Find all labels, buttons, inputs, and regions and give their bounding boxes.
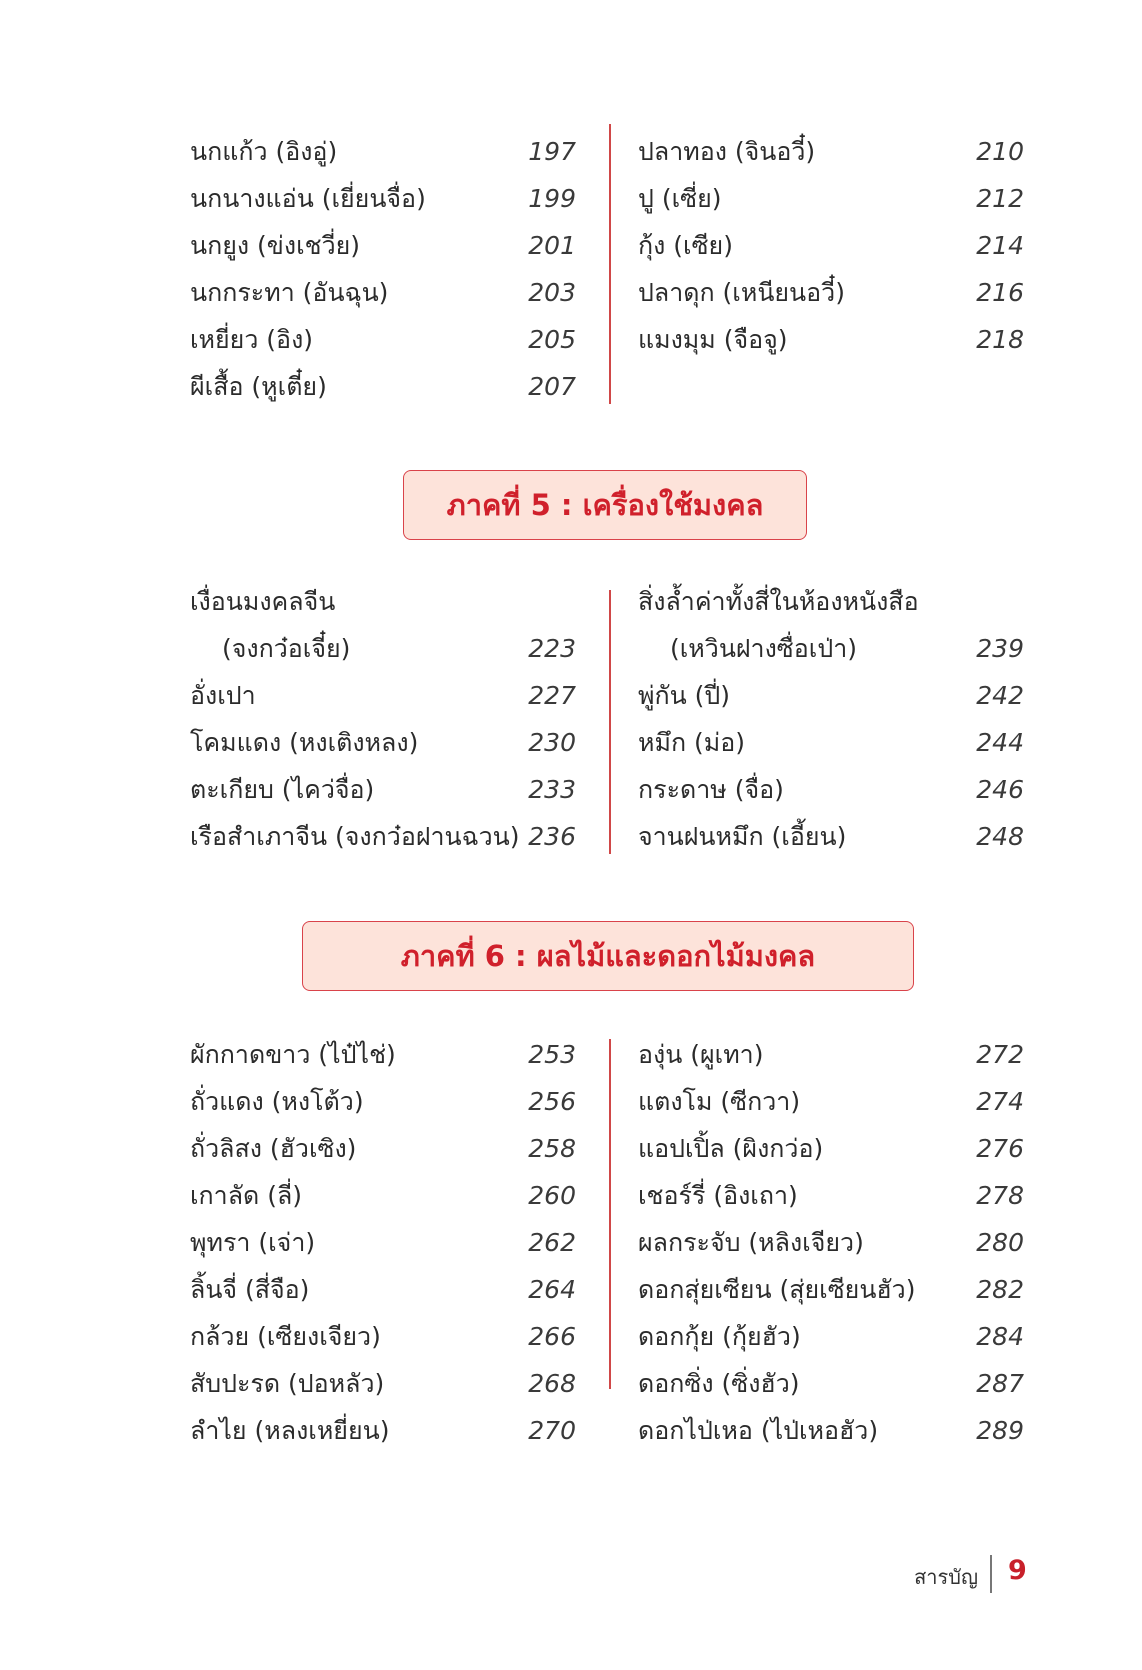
entry-title: ผีเสื้อ (หูเตี๋ย) — [190, 372, 327, 401]
entry-title: ปลาทอง (จินอวี๋) — [638, 137, 816, 166]
entry-page: 205 — [528, 325, 576, 354]
toc-entry[interactable] — [190, 578, 586, 625]
entry-title: ลำไย (หลงเหยี่ยน) — [190, 1416, 390, 1445]
entry-title: ถั่วแดง (หงโต้ว) — [190, 1087, 364, 1116]
toc-entry[interactable] — [638, 766, 1034, 813]
entry-title: โคมแดง (หงเติงหลง) — [190, 728, 419, 757]
toc-entry[interactable] — [638, 1313, 1034, 1360]
toc-entry[interactable] — [190, 1407, 586, 1454]
entry-page: 280 — [976, 1228, 1024, 1257]
entry-title: กุ้ง (เซีย) — [638, 231, 733, 260]
entry-title: นกแก้ว (อิงอู่) — [190, 137, 338, 166]
entry-title: ดอกไป่เหอ (ไป่เหอฮัว) — [638, 1416, 879, 1445]
part-6-heading: ภาคที่ 6 : ผลไม้และดอกไม้มงคล — [302, 921, 914, 991]
entry-title: พุทรา (เจ่า) — [190, 1228, 316, 1257]
toc-entry[interactable] — [190, 269, 586, 316]
part-5-heading: ภาคที่ 5 : เครื่องใช้มงคล — [403, 470, 807, 540]
toc-entry[interactable] — [638, 813, 1034, 860]
entry-title: ผลกระจับ (หลิงเจียว) — [638, 1228, 864, 1257]
entry-page: 253 — [528, 1040, 576, 1069]
entry-page: 264 — [528, 1275, 576, 1304]
entry-page: 233 — [528, 775, 576, 804]
entry-title: ปู (เซี่ย) — [638, 184, 722, 213]
toc-entry[interactable] — [638, 1125, 1034, 1172]
entry-page: 230 — [528, 728, 576, 757]
entry-title: ลิ้นจี่ (สี่จือ) — [190, 1275, 310, 1304]
toc-entry[interactable] — [190, 813, 586, 860]
entry-page: 268 — [528, 1369, 576, 1398]
toc-entry[interactable] — [190, 1031, 586, 1078]
page-number: 9 — [1008, 1555, 1027, 1586]
page-footer — [0, 1555, 1142, 1595]
entry-title: หมึก (ม่อ) — [638, 728, 746, 757]
toc-entry[interactable] — [638, 578, 1034, 625]
entry-page: 207 — [528, 372, 576, 401]
toc-entry[interactable] — [190, 1125, 586, 1172]
entry-title: กระดาษ (จื่อ) — [638, 775, 784, 804]
toc-entry[interactable] — [190, 222, 586, 269]
toc-entry[interactable] — [638, 1031, 1034, 1078]
toc-column-left — [190, 578, 586, 860]
toc-entry-continued[interactable] — [190, 625, 586, 672]
entry-title: กล้วย (เซียงเจียว) — [190, 1322, 381, 1351]
entry-page: 197 — [528, 137, 576, 166]
toc-entry[interactable] — [190, 1078, 586, 1125]
column-divider — [609, 1039, 611, 1389]
entry-title: เกาลัด (ลี่) — [190, 1181, 303, 1210]
toc-entry[interactable] — [638, 719, 1034, 766]
toc-entry[interactable] — [638, 1078, 1034, 1125]
entry-page: 246 — [976, 775, 1024, 804]
entry-title: นกนางแอ่น (เยี่ยนจื่อ) — [190, 184, 426, 213]
toc-entry[interactable] — [638, 316, 1034, 363]
toc-entry[interactable] — [190, 175, 586, 222]
entry-page: 227 — [528, 681, 576, 710]
footer-divider — [990, 1555, 992, 1593]
entry-page: 239 — [976, 634, 1024, 663]
entry-page: 199 — [528, 184, 576, 213]
entry-title: พู่กัน (ปี่) — [638, 681, 731, 710]
toc-entry[interactable] — [190, 1172, 586, 1219]
entry-title: ดอกสุ่ยเซียน (สุ่ยเซียนฮัว) — [638, 1275, 916, 1304]
entry-title: ปลาดุก (เหนียนอวี๋) — [638, 278, 845, 307]
toc-entry[interactable] — [638, 128, 1034, 175]
toc-entry[interactable] — [190, 1313, 586, 1360]
entry-page: 276 — [976, 1134, 1024, 1163]
toc-entry[interactable] — [190, 316, 586, 363]
entry-title: จานฝนหมึก (เอี้ยน) — [638, 822, 847, 851]
toc-entry-continued[interactable] — [638, 625, 1034, 672]
entry-page: 242 — [976, 681, 1024, 710]
toc-entry[interactable] — [190, 672, 586, 719]
entry-title: ดอกกุ้ย (กุ้ยฮัว) — [638, 1322, 801, 1351]
entry-page: 258 — [528, 1134, 576, 1163]
entry-page: 236 — [528, 822, 576, 851]
entry-title: เหยี่ยว (อิง) — [190, 325, 314, 354]
entry-page: 223 — [528, 634, 576, 663]
entry-page: 287 — [976, 1369, 1024, 1398]
entry-title: นกยูง (ข่งเชวี่ย) — [190, 231, 361, 260]
entry-page: 218 — [976, 325, 1024, 354]
toc-column-left — [190, 128, 586, 410]
toc-entry[interactable] — [638, 175, 1034, 222]
toc-column-left — [190, 1031, 586, 1454]
entry-title: (เหวินฝางซื่อเป่า) — [670, 634, 857, 663]
toc-entry[interactable] — [638, 1219, 1034, 1266]
entry-title: เงื่อนมงคลจีน — [190, 587, 336, 616]
entry-title: องุ่น (ผูเทา) — [638, 1040, 764, 1069]
entry-page: 274 — [976, 1087, 1024, 1116]
toc-entry[interactable] — [190, 128, 586, 175]
toc-entry[interactable] — [190, 766, 586, 813]
entry-page: 266 — [528, 1322, 576, 1351]
toc-entry[interactable] — [638, 672, 1034, 719]
toc-column-right — [638, 1031, 1034, 1454]
entry-title: แมงมุม (จือจู) — [638, 325, 788, 354]
entry-page: 284 — [976, 1322, 1024, 1351]
entry-title: นกกระทา (อันฉุน) — [190, 278, 389, 307]
column-divider — [609, 124, 611, 404]
entry-title: เชอร์รี่ (อิงเถา) — [638, 1181, 798, 1210]
toc-entry[interactable] — [190, 1360, 586, 1407]
toc-entry[interactable] — [638, 222, 1034, 269]
entry-title: เรือสำเภาจีน (จงกว๋อฝานฉวน) — [190, 822, 520, 851]
entry-page: 248 — [976, 822, 1024, 851]
toc-entry[interactable] — [190, 1219, 586, 1266]
entry-title: ถั่วลิสง (ฮัวเซิง) — [190, 1134, 357, 1163]
entry-page: 201 — [528, 231, 576, 260]
entry-title: ตะเกียบ (ไคว่จื่อ) — [190, 775, 375, 804]
entry-page: 256 — [528, 1087, 576, 1116]
entry-page: 262 — [528, 1228, 576, 1257]
toc-column-right — [638, 578, 1034, 860]
toc-entry[interactable] — [638, 1407, 1034, 1454]
toc-column-right — [638, 128, 1034, 363]
toc-entry[interactable] — [638, 1266, 1034, 1313]
toc-entry[interactable] — [190, 719, 586, 766]
toc-entry[interactable] — [638, 1360, 1034, 1407]
entry-page: 244 — [976, 728, 1024, 757]
entry-title: (จงกว๋อเจี๋ย) — [222, 634, 351, 663]
entry-page: 214 — [976, 231, 1024, 260]
entry-title: ดอกซิ่ง (ซิ่งฮัว) — [638, 1369, 800, 1398]
entry-title: แตงโม (ซีกวา) — [638, 1087, 801, 1116]
entry-title: สับปะรด (ปอหลัว) — [190, 1369, 385, 1398]
entry-page: 210 — [976, 137, 1024, 166]
entry-page: 289 — [976, 1416, 1024, 1445]
entry-title: อั่งเปา — [190, 681, 256, 710]
toc-entry[interactable] — [638, 1172, 1034, 1219]
entry-page: 260 — [528, 1181, 576, 1210]
entry-page: 270 — [528, 1416, 576, 1445]
entry-page: 212 — [976, 184, 1024, 213]
entry-title: ผักกาดขาว (ไป๋ไช่) — [190, 1040, 396, 1069]
entry-page: 272 — [976, 1040, 1024, 1069]
toc-entry[interactable] — [190, 1266, 586, 1313]
entry-page: 203 — [528, 278, 576, 307]
footer-section-label: สารบัญ — [914, 1565, 978, 1589]
entry-page: 282 — [976, 1275, 1024, 1304]
entry-title: สิ่งล้ำค่าทั้งสี่ในห้องหนังสือ — [638, 587, 919, 616]
entry-page: 216 — [976, 278, 1024, 307]
toc-entry[interactable] — [190, 363, 586, 410]
toc-entry[interactable] — [638, 269, 1034, 316]
column-divider — [609, 590, 611, 854]
entry-page: 278 — [976, 1181, 1024, 1210]
entry-title: แอปเปิ้ล (ผิงกว่อ) — [638, 1134, 824, 1163]
